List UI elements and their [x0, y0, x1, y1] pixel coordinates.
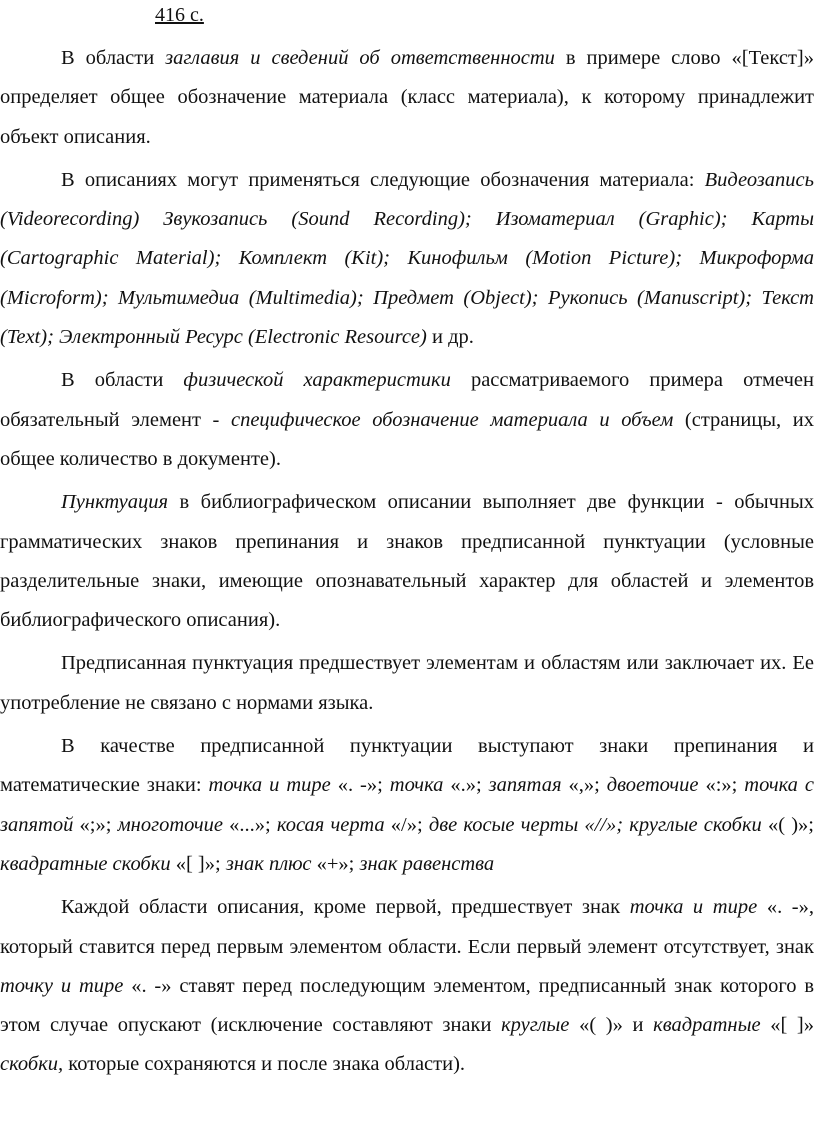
text-run: «( )»; [761, 813, 814, 836]
italic-term: многоточие [117, 813, 223, 836]
body-text [0, 39, 814, 1089]
text-run: в примере слово «[Текст]» определяет общее обозначение материала (класс материала), к которому принадлежит объект описания. [0, 47, 814, 148]
italic-term: специфическое обозначение материала и объем [230, 408, 674, 431]
italic-term: две косые черты «//»; круглые скобки [428, 813, 762, 836]
text-run: рассматриваемого примера отмечен обязательный элемент - [0, 369, 814, 431]
italic-term: Видеозапись (Videorecording) Звукозапись (Sound Recording); Изоматериал (Graphic); Карты (Cartographic Material); Комплект (Kit); Кинофильм (Motion Picture); Микроформа (Microform); Мультимедиа (Multimedia); Предмет (Object); Рукопись (Manuscript); Текст (Text); Электронный Ресурс (Electronic Resource) [0, 168, 814, 349]
italic-term: точка с запятой [0, 774, 814, 836]
italic-term: точка и тире [629, 896, 758, 919]
page-reference: 416 с. [155, 4, 204, 26]
paragraph-p5 [0, 644, 814, 723]
italic-term: заглавия и сведений об ответственности [165, 47, 555, 69]
text-run: в библиографическом описании выполняет две функции - обычных грамматических знаков препинания и знаков предписанной пунктуации (условные разделительные знаки, имеющие опознавательный характер для областей и элементов библиографического описания). [0, 491, 814, 632]
italic-term: скобки, [0, 1053, 64, 1076]
text-run: В качестве предписанной пунктуации выступают знаки препинания и математические знаки: [0, 735, 814, 797]
text-run: которые сохраняются и после знака области). [63, 1053, 466, 1076]
italic-term: Пунктуация [61, 491, 169, 514]
text-run: и др. [426, 326, 474, 349]
paragraph-p6 [0, 727, 814, 884]
paragraph-p7 [0, 888, 814, 1084]
text-run: «[ ]» [760, 1014, 815, 1037]
text-run: «,»; [561, 774, 607, 797]
text-run: В области [61, 47, 166, 69]
italic-term: круглые [501, 1014, 570, 1037]
italic-term: знак равенства [359, 852, 495, 875]
text-run: «...»; [222, 813, 277, 836]
italic-term: знак плюс [225, 852, 312, 875]
text-run: «[ ]»; [170, 852, 226, 875]
text-run: «/»; [384, 813, 429, 836]
italic-term: физической характеристики [183, 369, 451, 392]
italic-term: точку и тире [0, 974, 124, 997]
text-run: «;»; [73, 813, 118, 836]
text-run: В области [61, 369, 184, 392]
text-run: «. -»; [330, 774, 390, 797]
text-run: Каждой области описания, кроме первой, предшествует знак [61, 896, 630, 919]
text-run: (страницы, их общее количество в документе). [0, 408, 814, 470]
text-run: «( )» и [569, 1014, 654, 1037]
text-run: «. -» ставят перед последующим элементом, предписанный знак которого в этом случае опускают (исключение составляют знаки [0, 974, 814, 1037]
text-run: Предписанная пунктуация предшествует элементам и областям или заключает их. Ее употребление не связано с нормами языка. [0, 652, 814, 714]
italic-term: квадратные скобки [0, 852, 171, 875]
text-run: «.»; [443, 774, 489, 797]
italic-term: квадратные [653, 1014, 761, 1037]
paragraph-p1 [0, 39, 814, 157]
text-run: «:»; [698, 774, 745, 797]
text-run: «. -», который ставится перед первым элементом области. Если первый элемент отсутствует, знак [0, 896, 815, 958]
italic-term: точка [389, 774, 444, 797]
paragraph-p3 [0, 361, 814, 479]
italic-term: точка и тире [208, 774, 331, 797]
paragraph-p4 [0, 483, 814, 640]
text-run: В описаниях могут применяться следующие обозначения материала: [61, 168, 705, 191]
italic-term: косая черта [276, 813, 385, 836]
paragraph-p2 [0, 161, 814, 357]
italic-term: запятая [488, 774, 562, 797]
text-run: «+»; [311, 852, 360, 875]
italic-term: двоеточие [606, 774, 699, 797]
